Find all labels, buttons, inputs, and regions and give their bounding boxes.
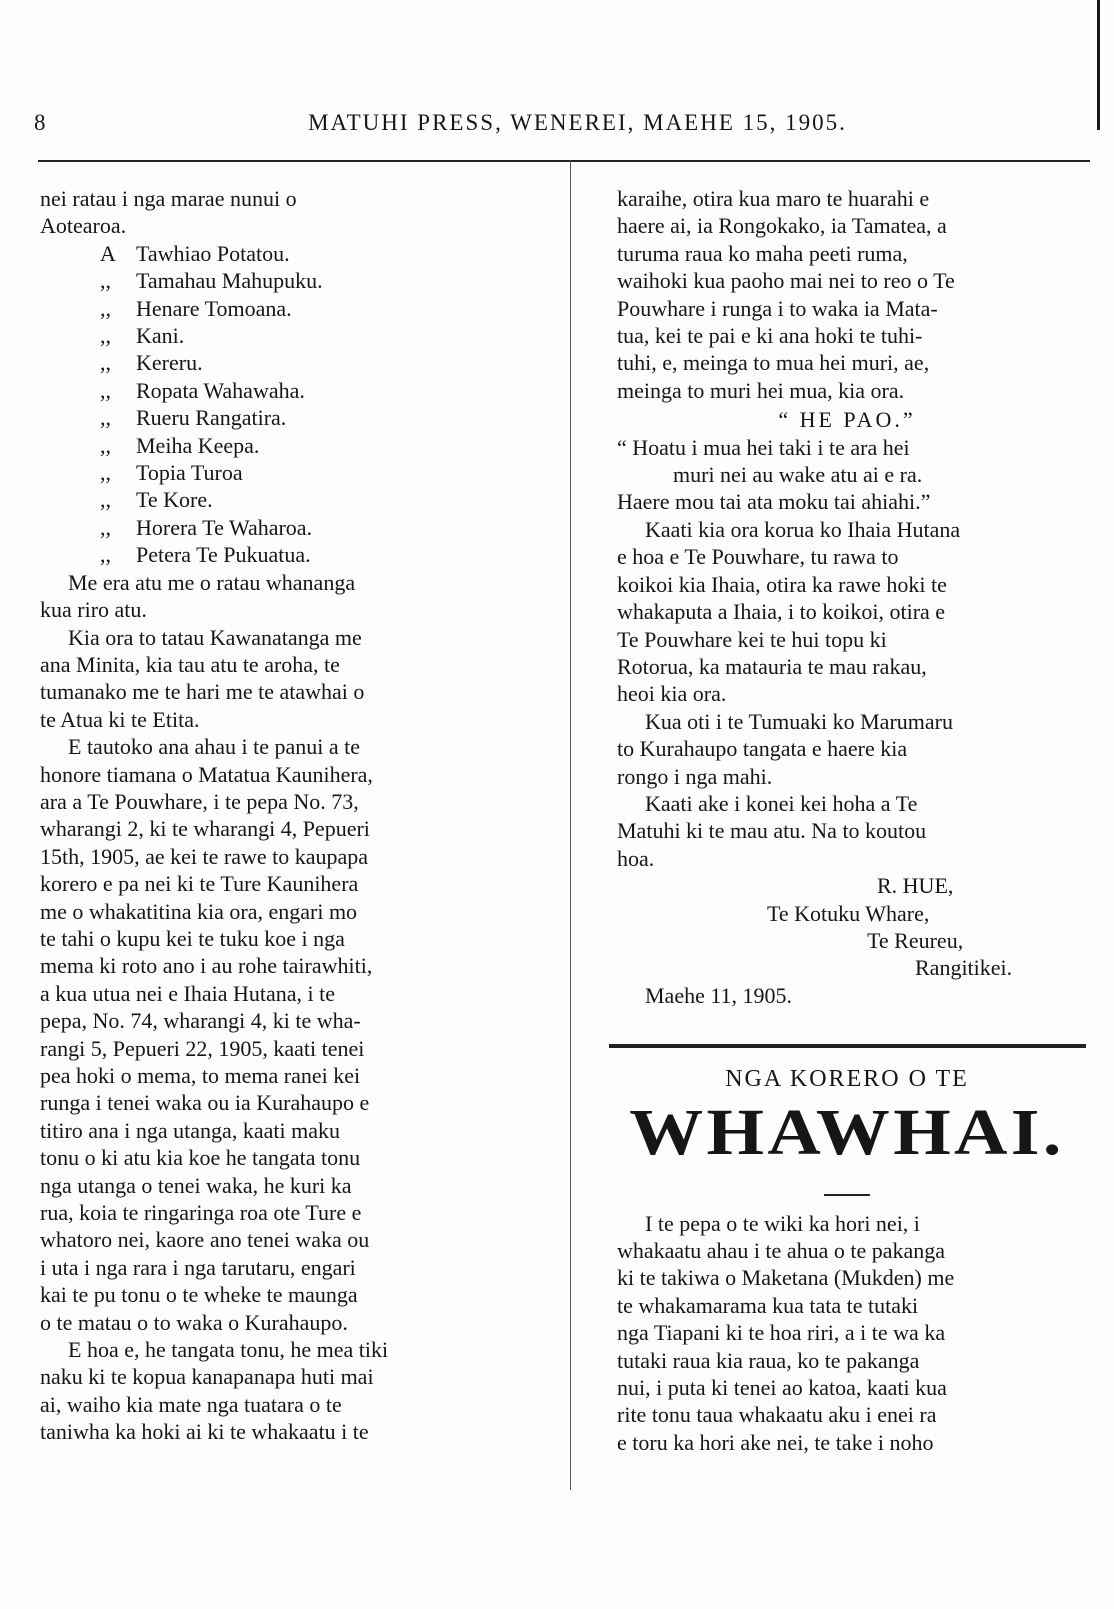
paragraph-line: kua riro atu. — [40, 597, 147, 623]
paragraph-line: e toru ka hori ake nei, te take i noho — [617, 1429, 934, 1455]
page-header — [30, 110, 1075, 146]
name-text: Kani. — [136, 323, 185, 349]
column-divider — [570, 160, 571, 1490]
headline-rule — [824, 1194, 870, 1196]
signature-line: Te Kotuku Whare, — [767, 900, 930, 926]
paragraph-line: Kua oti i te Tumuaki ko Marumaru — [645, 708, 953, 734]
name-line — [40, 322, 530, 349]
paragraph-line: mema ki roto ano i au rohe tairawhiti, — [40, 953, 373, 979]
paragraph-line: koikoi kia Ihaia, otira ka rawe hoki te — [617, 571, 947, 597]
paragraph-line: meinga to muri hei mua, kia ora. — [617, 377, 905, 403]
name-text: Ropata Wahawaha. — [136, 377, 305, 403]
name-mark: A — [100, 240, 116, 266]
paragraph-line: pea hoki o mema, to mema ranei kei — [40, 1063, 361, 1088]
paragraph-line: korero e pa nei ki te Ture Kaunihera — [40, 871, 359, 897]
paragraph-line: I te pepa o te wiki ka hori nei, i — [645, 1210, 920, 1236]
name-line — [40, 541, 530, 568]
paragraph-line: e hoa e Te Pouwhare, tu rawa to — [617, 544, 899, 570]
intro-line: Aotearoa. — [40, 213, 127, 239]
name-line — [40, 240, 530, 267]
paragraph-line: titiro ana i nga utanga, kaati maku — [40, 1117, 340, 1143]
name-text: Kereru. — [136, 350, 203, 376]
paragraph-line: whatoro nei, kaore ano tenei waka ou — [40, 1227, 370, 1253]
paragraph-line: te tahi o kupu kei te tuku koe i nga — [40, 925, 345, 951]
name-line — [40, 514, 530, 541]
poem-line: Haere mou tai ata moku tai ahiahi.” — [617, 489, 931, 515]
name-text: Henare Tomoana. — [136, 295, 292, 321]
paragraph-line: naku ki te kopua kanapanapa huti mai — [40, 1364, 374, 1390]
paragraph-line: whakaatu ahau i te ahua o te pakanga — [617, 1238, 946, 1263]
name-line — [40, 404, 530, 431]
name-text: Meiha Keepa. — [136, 432, 260, 458]
name-line — [40, 295, 530, 322]
paragraph-line: Me era atu me o ratau whananga — [68, 569, 356, 595]
paragraph-line: nga utanga o tenei waka, he kuri ka — [40, 1172, 352, 1198]
paragraph-line: tonu o ki atu kia koe he tangata tonu — [40, 1145, 361, 1171]
name-mark: ,, — [100, 432, 111, 458]
paragraph-line: Matuhi ki te mau atu. Na to koutou — [617, 818, 927, 844]
paragraph-line: me o whakatitina kia ora, engari mo — [40, 898, 358, 924]
paragraph-line: whakaputa a Ihaia, i to koikoi, otira e — [617, 599, 946, 625]
section-rule — [609, 1044, 1086, 1048]
paragraph-line: nui, i puta ki tenei ao katoa, kaati kua — [617, 1375, 947, 1401]
paragraph-line: te whakamarama kua tata te tutaki — [617, 1292, 919, 1318]
paragraph-line: tumanako me te hari me te atawhai o — [40, 679, 365, 705]
name-mark: ,, — [100, 542, 111, 568]
paragraph-line: a kua utua nei e Ihaia Hutana, i te — [40, 980, 336, 1006]
paragraph-line: Kaati ake i konei kei hoha a Te — [645, 790, 918, 816]
paragraph-line: Kia ora to tatau Kawanatanga me — [68, 624, 362, 650]
signature-name: R. HUE, — [877, 873, 954, 899]
name-mark: ,, — [100, 350, 111, 376]
name-line — [40, 486, 530, 513]
paragraph-line: pepa, No. 74, wharangi 4, ki te wha- — [40, 1008, 361, 1034]
name-text: Rueru Rangatira. — [136, 405, 287, 431]
name-line — [40, 267, 530, 294]
paragraph-line: turuma raua ko maha peeti ruma, — [617, 240, 908, 266]
paragraph-line: Te Pouwhare kei te hui topu ki — [617, 626, 887, 652]
paragraph-line: kai te pu tonu o te wheke te maunga — [40, 1282, 358, 1308]
paragraph-line: honore tiamana o Matatua Kaunihera, — [40, 761, 373, 787]
paragraph-line: karaihe, otira kua maro te huarahi e — [617, 186, 930, 211]
paragraph-line: ki te takiwa o Maketana (Mukden) me — [617, 1265, 955, 1291]
name-mark: ,, — [100, 377, 111, 403]
left-column — [40, 185, 530, 1446]
paragraph-line: to Kurahaupo tangata e haere kia — [617, 736, 908, 762]
paragraph-line: rite tonu taua whakaatu aku i enei ra — [617, 1402, 937, 1428]
masthead-title: MATUHI PRESS, WENEREI, MAEHE 15, 1905. — [308, 110, 847, 135]
name-mark: ,, — [100, 268, 111, 294]
edge-rule — [1097, 0, 1100, 130]
paragraph-line: tutaki raua kia raua, ko te pakanga — [617, 1347, 920, 1373]
name-mark: ,, — [100, 295, 111, 321]
name-mark: ,, — [100, 405, 111, 431]
paragraph-line: haere ai, ia Rongokako, ia Tamatea, a — [617, 213, 947, 239]
name-mark: ,, — [100, 487, 111, 513]
name-mark: ,, — [100, 514, 111, 540]
paragraph-line: rongo i nga mahi. — [617, 763, 773, 789]
letter-date: Maehe 11, 1905. — [645, 982, 793, 1008]
paragraph-line: ara a Te Pouwhare, i te pepa No. 73, — [40, 788, 359, 814]
paragraph-line: Kaati kia ora korua ko Ihaia Hutana — [645, 516, 961, 542]
name-line — [40, 349, 530, 376]
paragraph-line: ai, waiho kia mate nga tuatara o te — [40, 1391, 342, 1417]
name-mark: ,, — [100, 323, 111, 349]
paragraph-line: tuhi, e, meinga to mua hei muri, ae, — [617, 350, 930, 376]
name-mark: ,, — [100, 460, 111, 486]
name-text: Topia Turoa — [136, 460, 243, 486]
paragraph-line: rua, koia te ringaringa roa ote Ture e — [40, 1200, 362, 1226]
paragraph-line: nga Tiapani ki te hoa riri, a i te wa ka — [617, 1320, 946, 1346]
paragraph-line: wharangi 2, ki te wharangi 4, Pepueri — [40, 816, 370, 842]
paragraph-line: Pouwhare i runga i to waka ia Mata- — [617, 295, 938, 321]
paragraph-line: Rotorua, ka matauria te mau rakau, — [617, 653, 927, 679]
page-number: 8 — [34, 110, 46, 135]
name-text: Horera Te Waharoa. — [136, 514, 313, 540]
section-headline: WHAWHAI. — [629, 1095, 1065, 1169]
header-rule — [38, 160, 1090, 162]
poem-line: muri nei au wake atu ai e ra. — [673, 462, 923, 488]
signature-line: Te Reureu, — [867, 927, 964, 953]
signature-line: Rangitikei. — [915, 955, 1013, 981]
name-line — [40, 432, 530, 459]
paragraph-line: 15th, 1905, ae kei te rawe to kaupapa — [40, 843, 369, 869]
paragraph-line: E tautoko ana ahau i te panui a te — [68, 734, 360, 760]
name-line — [40, 377, 530, 404]
paragraph-line: te Atua ki te Etita. — [40, 706, 200, 732]
name-text: Petera Te Pukuatua. — [136, 542, 311, 568]
paragraph-line: tua, kei te pai e ki ana hoki te tuhi- — [617, 323, 923, 349]
poem-title: “ HE PAO.” — [778, 407, 916, 433]
paragraph-line: o te matau o to waka o Kurahaupo. — [40, 1309, 348, 1335]
name-text: Tamahau Mahupuku. — [136, 268, 323, 294]
section-title: NGA KORERO O TE — [725, 1066, 969, 1093]
paragraph-line: waihoki kua paoho mai nei to reo o Te — [617, 268, 955, 294]
paragraph-line: hoa. — [617, 845, 655, 871]
paragraph-line: runga i tenei waka ou ia Kurahaupo e — [40, 1090, 370, 1116]
paragraph-line: rangi 5, Pepueri 22, 1905, kaati tenei — [40, 1035, 365, 1061]
right-column — [617, 185, 1077, 1456]
name-text: Tawhiao Potatou. — [136, 240, 290, 266]
poem-line: “ Hoatu i mua hei taki i te ara hei — [617, 434, 910, 460]
paragraph-line: i uta i nga rara i nga tarutaru, engari — [40, 1254, 356, 1280]
name-text: Te Kore. — [136, 487, 213, 513]
name-line — [40, 459, 530, 486]
paragraph-line: E hoa e, he tangata tonu, he mea tiki — [68, 1337, 389, 1363]
paragraph-line: taniwha ka hoki ai ki te whakaatu i te — [40, 1419, 369, 1445]
paragraph-line: ana Minita, kia tau atu te aroha, te — [40, 651, 340, 677]
paragraph-line: heoi kia ora. — [617, 681, 727, 707]
intro-line: nei ratau i nga marae nunui o — [40, 186, 297, 211]
